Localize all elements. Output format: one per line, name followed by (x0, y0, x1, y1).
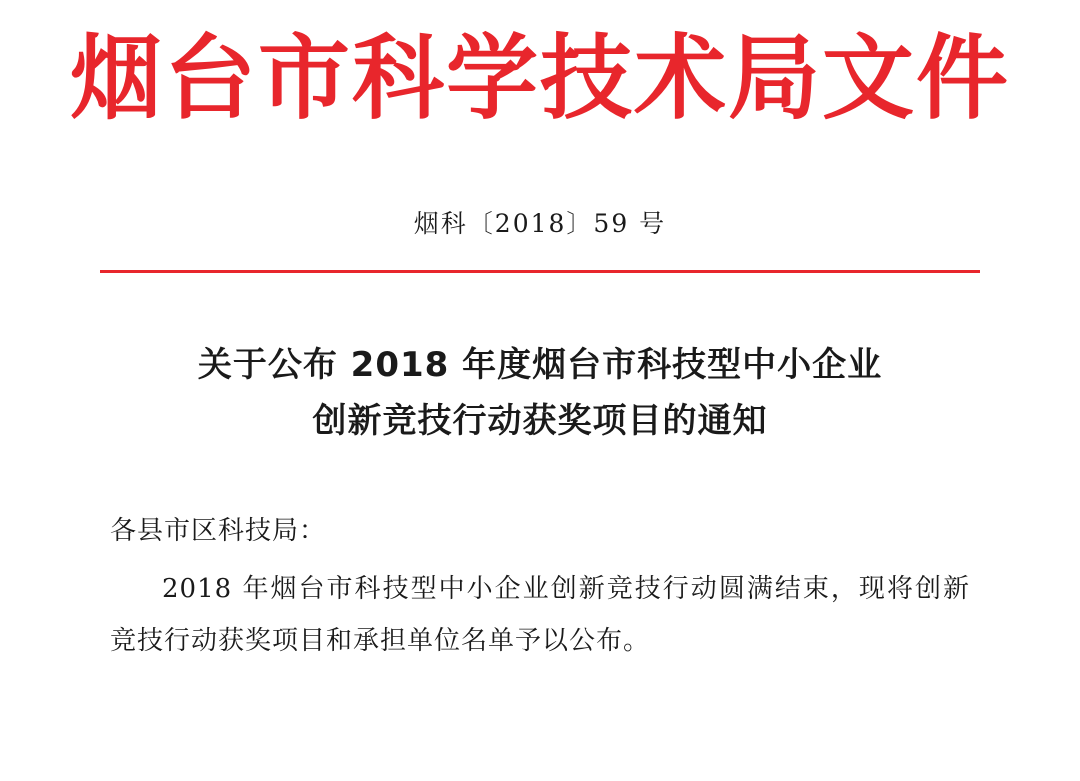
document-title-line-2: 创新竞技行动获奖项目的通知 (312, 400, 768, 441)
document-number: 烟科〔2018〕59 号 (413, 208, 667, 238)
red-divider-rule (100, 270, 980, 273)
document-body (110, 505, 970, 667)
document-title (0, 337, 1080, 449)
document-paragraph-1: 2018 年烟台市科技型中小企业创新竞技行动圆满结束，现将创新竞技行动获奖项目和承担单位名单予以公布。 (110, 573, 970, 656)
document-title-line-1: 关于公布 2018 年度烟台市科技型中小企业 (197, 344, 883, 385)
document-salutation: 各县市区科技局： (110, 515, 327, 546)
document-masthead-title: 烟台市科学技术局文件 (69, 25, 1010, 132)
